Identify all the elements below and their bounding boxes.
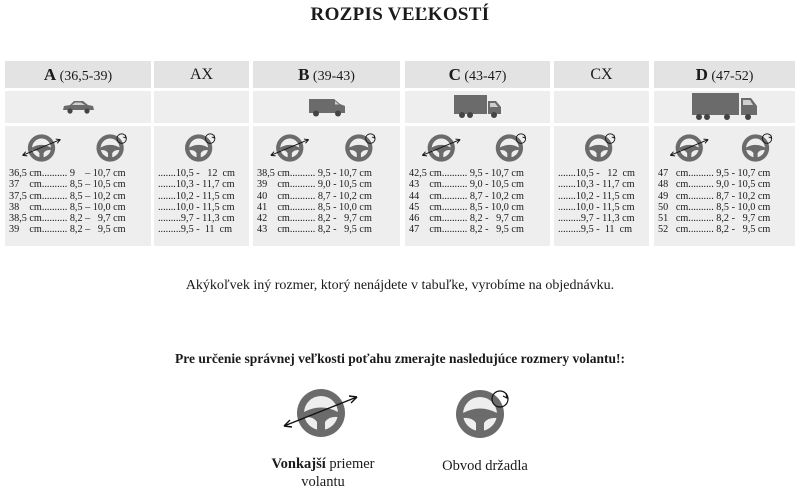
size-line: 49 cm.......... 8,7 - 10,2 cm	[658, 190, 771, 202]
vehicle-cell	[405, 91, 550, 123]
steering-wheel-grip-icon	[496, 134, 526, 162]
size-data-cell	[654, 126, 795, 246]
size-line: 50 cm.......... 8,5 - 10,0 cm	[658, 201, 771, 213]
size-line: .........9,5 - 11 cm	[558, 224, 633, 236]
size-line: 36,5 cm.......... 9 – 10,7 cm	[9, 168, 126, 179]
vehicle-cell	[5, 91, 151, 123]
size-line: 40 cm.......... 8,7 - 10,2 cm	[257, 190, 372, 202]
size-data-cell	[554, 126, 649, 246]
size-line: 46 cm.......... 8,2 - 9,7 cm	[409, 213, 524, 225]
size-line: 41 cm.......... 8,5 - 10,0 cm	[257, 201, 372, 213]
size-line: 47 cm.......... 9,5 - 10,7 cm	[658, 168, 771, 179]
measurement-instruction: Pre určenie správnej veľkosti poťahu zmerajte nasledujúce rozmery volantu!:	[174, 351, 626, 366]
wheel-icons	[253, 131, 400, 165]
wheel-icons	[5, 131, 151, 165]
size-range: (36,5-39)	[56, 69, 113, 84]
size-line: 42,5 cm.......... 9,5 - 10,7 cm	[409, 168, 524, 179]
size-header	[154, 61, 249, 88]
size-column	[554, 61, 649, 246]
semi-truck-icon	[691, 92, 759, 122]
size-line: 37 cm.......... 8,5 – 10,5 cm	[9, 179, 126, 191]
size-lines	[658, 168, 791, 236]
steering-wheel-diameter-icon	[271, 134, 309, 161]
page-title: ROZPIS VEĽKOSTÍ	[310, 4, 490, 25]
size-line: 52 cm.......... 8,2 - 9,5 cm	[658, 224, 771, 236]
size-data-cell	[405, 126, 550, 246]
size-column	[405, 61, 550, 246]
steering-wheel-grip-icon	[345, 134, 375, 162]
size-lines	[257, 168, 396, 236]
size-line: 38,5 cm.......... 8,2 – 9,7 cm	[9, 213, 126, 225]
size-lines	[158, 168, 245, 236]
steering-wheel-diameter-icon	[280, 383, 362, 443]
size-line: .........9,7 - 11,3 cm	[558, 213, 635, 225]
custom-order-note: Akýkoľvek iný rozmer, ktorý nenájdete v tabuľke, vyrobíme na objednávku.	[185, 278, 615, 293]
size-range: (39-43)	[309, 69, 355, 84]
size-line: 51 cm.......... 8,2 - 9,7 cm	[658, 213, 771, 225]
grip-circumference-label: Obvod držadla	[442, 458, 528, 474]
steering-wheel-diameter-icon	[422, 134, 460, 161]
size-line: 39 cm.......... 9,0 - 10,5 cm	[257, 179, 372, 191]
size-line: 38 cm.......... 8,5 – 10,0 cm	[9, 201, 126, 213]
size-line: 44 cm.......... 8,7 - 10,2 cm	[409, 190, 524, 202]
size-range: (43-47)	[460, 69, 507, 84]
wheel-icons	[405, 131, 550, 165]
size-lines	[558, 168, 645, 236]
size-data-cell	[154, 126, 249, 246]
size-line: 38,5 cm.......... 9,5 - 10,7 cm	[257, 168, 372, 179]
size-letter: B	[298, 65, 310, 84]
steering-wheel-diameter-icon	[670, 134, 708, 161]
size-line: .......10,3 - 11,7 cm	[558, 179, 635, 191]
size-line: .........9,7 - 11,3 cm	[158, 213, 235, 225]
size-letter: D	[695, 65, 708, 84]
size-data-cell	[253, 126, 400, 246]
size-line: .......10,0 - 11,5 cm	[158, 201, 235, 213]
size-letter: C	[448, 65, 461, 84]
size-header	[253, 61, 400, 88]
van-icon	[307, 96, 347, 118]
size-line: 47 cm.......... 8,2 - 9,5 cm	[409, 224, 524, 236]
size-header	[5, 61, 151, 88]
size-line: .......10,5 - 12 cm	[158, 168, 235, 179]
size-line: .......10,3 - 11,7 cm	[158, 179, 235, 191]
vehicle-cell	[554, 91, 649, 123]
steering-wheel-diameter-icon	[23, 134, 61, 161]
size-header	[405, 61, 550, 88]
size-line: 43 cm.......... 9,0 - 10,5 cm	[409, 179, 524, 191]
size-header	[554, 61, 649, 88]
size-line: 39 cm.......... 8,2 – 9,5 cm	[9, 224, 126, 236]
size-line: 37,5 cm.......... 8,5 – 10,2 cm	[9, 190, 126, 202]
size-column	[5, 61, 151, 246]
wheel-icons	[154, 131, 249, 165]
size-line: 43 cm.......... 8,2 - 9,5 cm	[257, 224, 372, 236]
size-lines	[409, 168, 546, 236]
size-range: CX	[590, 66, 613, 83]
vehicle-cell	[154, 91, 249, 123]
size-range: AX	[189, 66, 214, 83]
size-range: (47-52)	[707, 69, 754, 84]
size-line: 48 cm.......... 9,0 - 10,5 cm	[658, 179, 771, 191]
size-line: 42 cm.......... 8,2 - 9,7 cm	[257, 213, 372, 225]
outer-diameter-label: Vonkajší priemer volantu	[271, 456, 375, 490]
size-data-cell	[5, 126, 151, 246]
car-icon	[61, 99, 95, 115]
size-line: .......10,2 - 11,5 cm	[158, 190, 235, 202]
steering-wheel-grip-icon	[742, 134, 772, 162]
wheel-icons	[554, 131, 649, 165]
steering-wheel-grip-icon	[96, 134, 126, 162]
size-column	[253, 61, 400, 246]
size-line: .......10,5 - 12 cm	[558, 168, 635, 179]
steering-wheel-grip-icon	[185, 134, 215, 162]
size-letter: A	[43, 65, 57, 84]
size-line: 45 cm.......... 8,5 - 10,0 cm	[409, 201, 524, 213]
steering-wheel-grip-icon	[585, 134, 615, 162]
vehicle-cell	[253, 91, 400, 123]
size-line: .......10,2 - 11,5 cm	[558, 190, 635, 202]
steering-wheel-grip-icon	[446, 383, 528, 443]
size-header	[654, 61, 795, 88]
size-line: .......10,0 - 11,5 cm	[558, 201, 635, 213]
truck-icon	[453, 94, 503, 120]
size-column	[154, 61, 249, 246]
vehicle-cell	[654, 91, 795, 123]
wheel-icons	[654, 131, 795, 165]
size-column	[654, 61, 795, 246]
size-line: .........9,5 - 11 cm	[158, 224, 233, 236]
size-lines	[9, 168, 147, 236]
